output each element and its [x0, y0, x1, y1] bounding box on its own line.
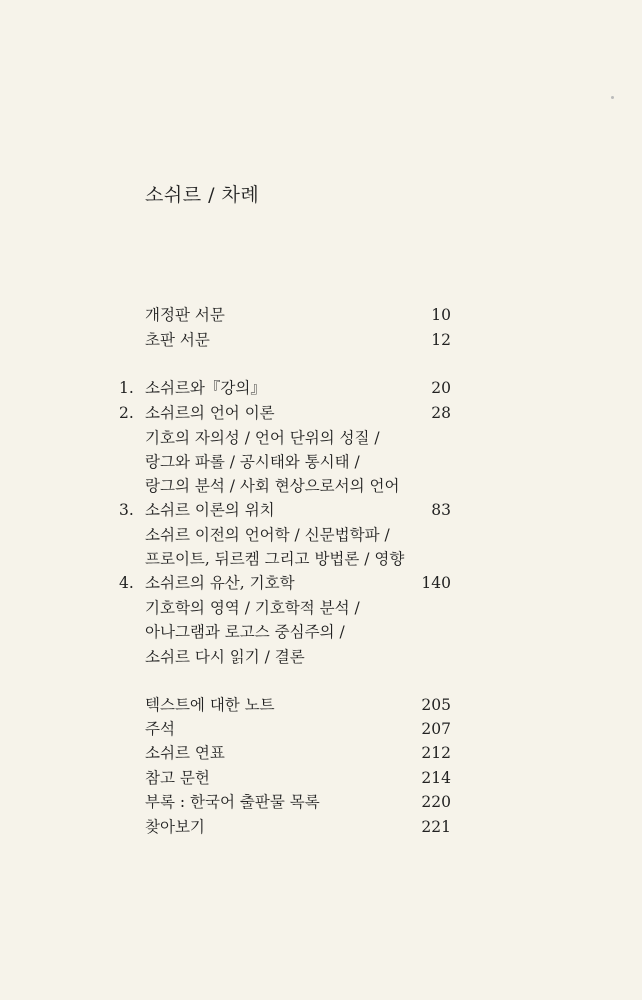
toc-entry-page: 212 [421, 744, 451, 762]
toc-entry-label: 텍스트에 대한 노트 [145, 696, 275, 714]
chapter-label: 소쉬르 이론의 위치 [145, 501, 275, 519]
toc-entry-back-3 [0, 741, 642, 765]
toc-entry-front-2 [0, 328, 642, 352]
toc-chapter-4 [0, 571, 642, 595]
toc-subentry: 기호의 자의성 / 언어 단위의 성질 / [145, 429, 380, 447]
toc-entry-page: 28 [431, 404, 451, 422]
toc-entry-back-6 [0, 815, 642, 839]
toc-entry-back-5 [0, 790, 642, 814]
toc-subentry: 랑그의 분석 / 사회 현상으로서의 언어 [145, 477, 400, 495]
toc-entry-label: 개정판 서문 [145, 306, 225, 324]
toc-entry-back-4 [0, 766, 642, 790]
toc-entry-back-2 [0, 717, 642, 741]
toc-entry-page: 220 [421, 793, 451, 811]
chapter-label: 소쉬르의 유산, 기호학 [145, 574, 295, 592]
toc-entry-back-1 [0, 693, 642, 717]
toc-entry-page: 10 [431, 306, 451, 324]
toc-subentry: 소쉬르 다시 읽기 / 결론 [145, 648, 305, 666]
toc-entry-page: 207 [421, 720, 451, 738]
toc-entry-page: 20 [431, 379, 451, 397]
toc-entry-page: 221 [421, 818, 451, 836]
toc-entry-page: 205 [421, 696, 451, 714]
toc-subentry: 프로이트, 뒤르켐 그리고 방법론 / 영향 [145, 550, 405, 568]
chapter-number: 1. [119, 379, 134, 397]
toc-entry-label: 소쉬르 연표 [145, 744, 225, 762]
toc-entry-page: 214 [421, 769, 451, 787]
chapter-label: 소쉬르의 언어 이론 [145, 404, 275, 422]
chapter-label: 소쉬르와『강의』 [145, 379, 266, 397]
toc-subentry: 랑그와 파롤 / 공시태와 통시태 / [145, 453, 360, 471]
toc-chapter-2 [0, 401, 642, 425]
toc-entry-label: 참고 문헌 [145, 769, 210, 787]
toc-chapter-3 [0, 498, 642, 522]
toc-entry-front-1 [0, 303, 642, 327]
toc-subentry: 소쉬르 이전의 언어학 / 신문법학파 / [145, 526, 390, 544]
toc-subentry: 기호학의 영역 / 기호학적 분석 / [145, 599, 360, 617]
toc-chapter-1 [0, 376, 642, 400]
toc-entry-page: 140 [421, 574, 451, 592]
chapter-number: 2. [119, 404, 134, 422]
chapter-number: 4. [119, 574, 134, 592]
paper-speck [611, 96, 614, 99]
chapter-number: 3. [119, 501, 134, 519]
toc-entry-page: 83 [431, 501, 451, 519]
toc-entry-label: 초판 서문 [145, 331, 210, 349]
toc-subentry: 아나그램과 로고스 중심주의 / [145, 623, 345, 641]
toc-entry-label: 부록 : 한국어 출판물 목록 [145, 793, 320, 811]
page-title: 소쉬르 / 차례 [145, 184, 260, 206]
toc-entry-label: 찾아보기 [145, 818, 205, 836]
toc-entry-page: 12 [431, 331, 451, 349]
toc-entry-label: 주석 [145, 720, 175, 738]
